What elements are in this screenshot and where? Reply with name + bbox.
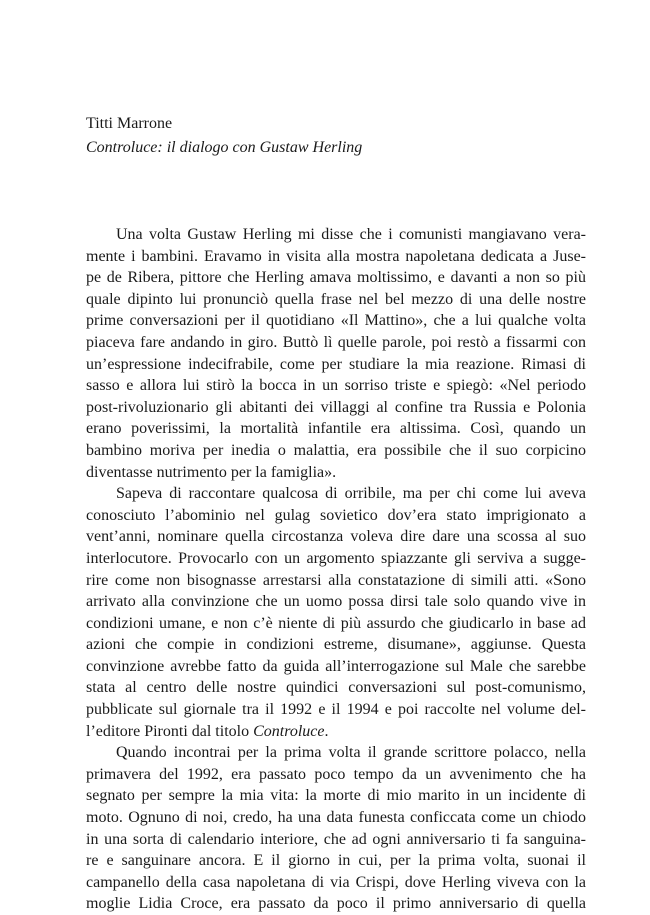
text-line: pubblicate sul giornale tra il 1992 e il 1994 e poi raccolte nel volume del- [86, 701, 586, 719]
text-line: piaceva fare andando in giro. Buttò lì quelle parole, poi restò a fissarmi con [86, 333, 586, 351]
text-segment: l’editore Pironti dal titolo [86, 722, 254, 740]
text-line: bambino moriva per inedia o malattia, era possibile che il suo corpicino [86, 441, 586, 459]
text-line [86, 721, 586, 743]
text-line: moto. Ognuno di noi, credo, ha una data funesta conficcata come un chiodo [86, 809, 586, 827]
text-line: sasso e allora lui stirò la bocca in un sorriso triste e spiegò: «Nel periodo [86, 377, 586, 395]
text-line: Sapeva di raccontare qualcosa di orribile, ma per chi come lui aveva [116, 485, 586, 503]
text-line: moglie Lidia Croce, era passato da poco il primo anniversario di quella [86, 895, 586, 913]
paragraph [86, 742, 586, 915]
text-line: post-rivoluzionario gli abitanti dei villaggi al confine tra Russia e Polonia [86, 398, 586, 416]
text-line: interlocutore. Provocarlo con un argomento spiazzante gli serviva a sugge- [86, 549, 586, 567]
text-line: stata al centro delle nostre quindici conversazioni sul post-comunismo, [86, 679, 586, 697]
text-line: un’espressione indecifrabile, come per studiare la mia reazione. Rimasi di [86, 355, 586, 373]
text-line: convinzione avrebbe fatto da guida all’interrogazione sul Male che sarebbe [86, 657, 586, 675]
text-line: re e sanguinare ancora. E il giorno in cui, per la prima volta, suonai il [86, 852, 586, 870]
text-line: mente i bambini. Eravamo in visita alla mostra napoletana dedicata a Juse- [86, 247, 586, 265]
text-line: pe de Ribera, pittore che Herling amava moltissimo, e davanti a non so più [86, 269, 586, 287]
text-line: prime conversazioni per il quotidiano «Il Mattino», che a lui qualche volta [86, 312, 586, 330]
text-line: conosciuto l’abominio nel gulag sovietico dov’era stato imprigionato a [86, 506, 586, 524]
text-line: vent’anni, nominare quella circostanza voleva dire dare una scossa al suo [86, 528, 586, 546]
paragraph [86, 483, 586, 742]
text-segment: . [324, 722, 329, 740]
book-title: Controluce [253, 722, 325, 740]
article-header [86, 112, 586, 160]
paragraph [86, 224, 586, 483]
text-line: Quando incontrai per la prima volta il grande scrittore polacco, nella [116, 744, 586, 762]
text-line: diventasse nutrimento per la famiglia». [86, 463, 337, 481]
text-line: primavera del 1992, era passato poco tempo da un avvenimento che ha [86, 765, 586, 783]
text-line: quale dipinto lui pronunciò quella frase nel bel mezzo di una delle nostre [86, 290, 586, 308]
text-line: segnato per sempre la mia vita: la morte di mio marito in un incidente di [86, 787, 586, 805]
text-line: arrivato alla convinzione che un uomo possa dirsi tale solo quando vive in [86, 593, 586, 611]
article-body [86, 224, 586, 915]
author-name: Titti Marrone [86, 115, 173, 132]
text-line: in una sorta di calendario interiore, che ad ogni anniversario ti fa sanguina- [86, 830, 586, 848]
article-subtitle: Controluce: il dialogo con Gustaw Herling [86, 139, 363, 156]
text-line: azioni che compie in condizioni estreme, disumane», aggiunse. Questa [86, 636, 586, 654]
text-line: campanello della casa napoletana di via Crispi, dove Herling viveva con la [86, 873, 586, 891]
text-line: erano poverissimi, la mortalità infantile era altissima. Così, quando un [86, 420, 586, 438]
text-line: Una volta Gustaw Herling mi disse che i comunisti mangiavano vera- [116, 226, 586, 243]
text-line: rire come non bisognasse arrestarsi alla constatazione di simili atti. «Sono [86, 571, 586, 589]
text-line: condizioni umane, e non c’è niente di più assurdo che giudicarlo in base ad [86, 614, 586, 632]
